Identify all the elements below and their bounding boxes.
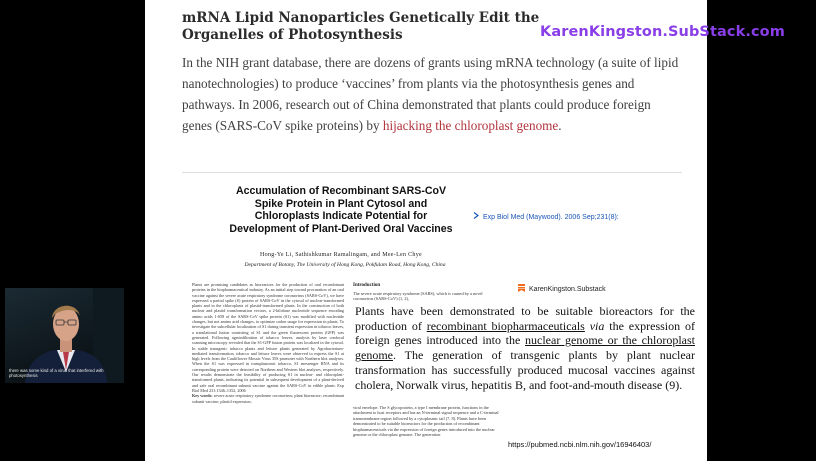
substack-watermark: KarenKingston.SubStack.com	[540, 24, 785, 40]
excerpt-part: the expression of foreign genes introduced into the	[355, 318, 695, 348]
excerpt-part: Plants have been demonstrated to be suitable bioreactors for the production of	[355, 304, 695, 333]
abstract-text: Plants are promising candidates as bioreactors for the production of oral recombinant proteins in the biopharmaceutical industry. As an initial step toward procuration of an oral vaccine against the severe acute respiratory syndrome coronavirus (SARS-CoV), we have expressed a partial spike (S) protein of SARS-CoV in the cytosol of nuclear-transformed plants and in the chloroplasts of plastid-transformed plants. In the construction of both nuclear and plastid transformation vectors, a 2-kilobase nucleotide sequence encoding amino acids 1-658 of the SARS-CoV spike protein (S1) was modified with nucleotide changes, but not amino acid changes, to optimize codon usage for expression in plants. To investigate the subcellular localization of S1 during transient expression in tobacco leaves, a translational fusion consisting of S1 and the green fluorescent protein (GFP) was generated. Following agroinfiltration of tobacco leaves, analysis by laser confocal scanning microscopy revealed that the S1-GFP fusion protein was localized in the cytosol. In stable transgenic tobacco plants and lettuce plants generated by Agrobacterium-mediated transformation, tobacco and lettuce leaves were observed to express the S1 at high levels from the Cauliflower Mosaic Virus 35S promoter with Northern blot analyses. When the S1 was expressed in transplastomic tobacco, S1 messenger RNA and its corresponding protein were detected on Northern and Western blot analyses, respectively. Our results demonstrate the feasibility of producing S1 in nuclear- and chloroplast-transformed plants, indicating its potential in subsequent development of a plant-derived and safe oral recombinant subunit vaccine against the SARS-CoV in edible plants. Exp Biol Med 231:1346–1352, 2006	[192, 282, 344, 393]
bookmark-icon	[518, 284, 525, 292]
blog-paragraph	[182, 52, 682, 136]
paper-authors: Hong-Ye Li, Sathishkumar Ramalingam, and Mee-Len Chye	[260, 252, 422, 258]
paper-title: Accumulation of Recombinant SARS-CoV Spike Protein in Plant Cytosol and Chloroplasts Indicate Potential for Development of Plant-Derived Oral Vaccines	[229, 185, 453, 235]
paper-body-text: viral envelope. The S glycoprotein, a type I membrane protein, functions in the attachment to host receptors and has an N-terminal signal sequence and a C-terminal transmembrane region followed by a cytoplasmic tail (7, 8). Plants have been demonstrated to be suitable bioreactors for the production of recombinant biopharmaceuticals via the expression of foreign genes introduced into the nuclear genome or the chloroplast genome. The generation	[353, 405, 499, 438]
keywords-text: severe acute respiratory syndrome coronavirus; plant bioreactor; recombinant subunit vaccine; plastid expression;	[192, 393, 344, 404]
substack-source	[518, 284, 606, 293]
chloroplast-link[interactable]: hijacking the chloroplast genome	[382, 118, 559, 133]
blog-heading: mRNA Lipid Nanoparticles Genetically Edit the Organelles of Photosynthesis	[182, 10, 540, 43]
video-overlay[interactable]	[5, 288, 124, 383]
paragraph-end: .	[558, 118, 562, 133]
paper-affiliation: Department of Botany, The University of Hong Kong, Pokfulam Road, Hong Kong, China	[244, 262, 446, 268]
pubmed-url[interactable]: https://pubmed.ncbi.nlm.nih.gov/16946403/	[508, 440, 652, 449]
paragraph-text: In the NIH grant database, there are dozens of grants using mRNA technology (a suite of lipid nanotechnologies) to produce ‘vaccines’ from plants via the photosynthesis genes and pathways. In 2006, research out of China demonstrated that plants could produce foreign genes (SARS-CoV spike proteins) by	[182, 55, 679, 133]
intro-heading: Introduction	[353, 283, 381, 288]
excerpt-italic: via	[589, 318, 605, 333]
citation-link[interactable]	[473, 212, 619, 221]
zoomed-excerpt	[355, 304, 695, 392]
paper-abstract	[192, 282, 344, 461]
chevron-right-icon	[473, 212, 479, 219]
excerpt-underline: recombinant biopharmaceuticals	[426, 318, 585, 333]
excerpt-part: . The generation of transgenic plants by plant nuclear transformation has successfully produced mucosal vaccines against cholera, Norwalk virus, hepatitis B, and foot-and-mouth disease (9).	[355, 348, 695, 392]
excerpt-underline: nuclear genome or the chloroplast genome	[355, 333, 695, 363]
substack-source-text: KarenKingston.Substack	[528, 286, 606, 293]
intro-text: The severe acute respiratory syndrome (SARS), which is caused by a novel coronavirus (SARS-CoV) (1, 2),	[353, 291, 483, 302]
keywords-label: Key words:	[192, 393, 213, 399]
video-caption: there was some kind of a virus that interfered with photosynthesis	[9, 368, 104, 378]
divider	[182, 172, 682, 173]
citation-text: Exp Biol Med (Maywood). 2006 Sep;231(8):	[482, 214, 619, 221]
article-page	[145, 0, 785, 461]
